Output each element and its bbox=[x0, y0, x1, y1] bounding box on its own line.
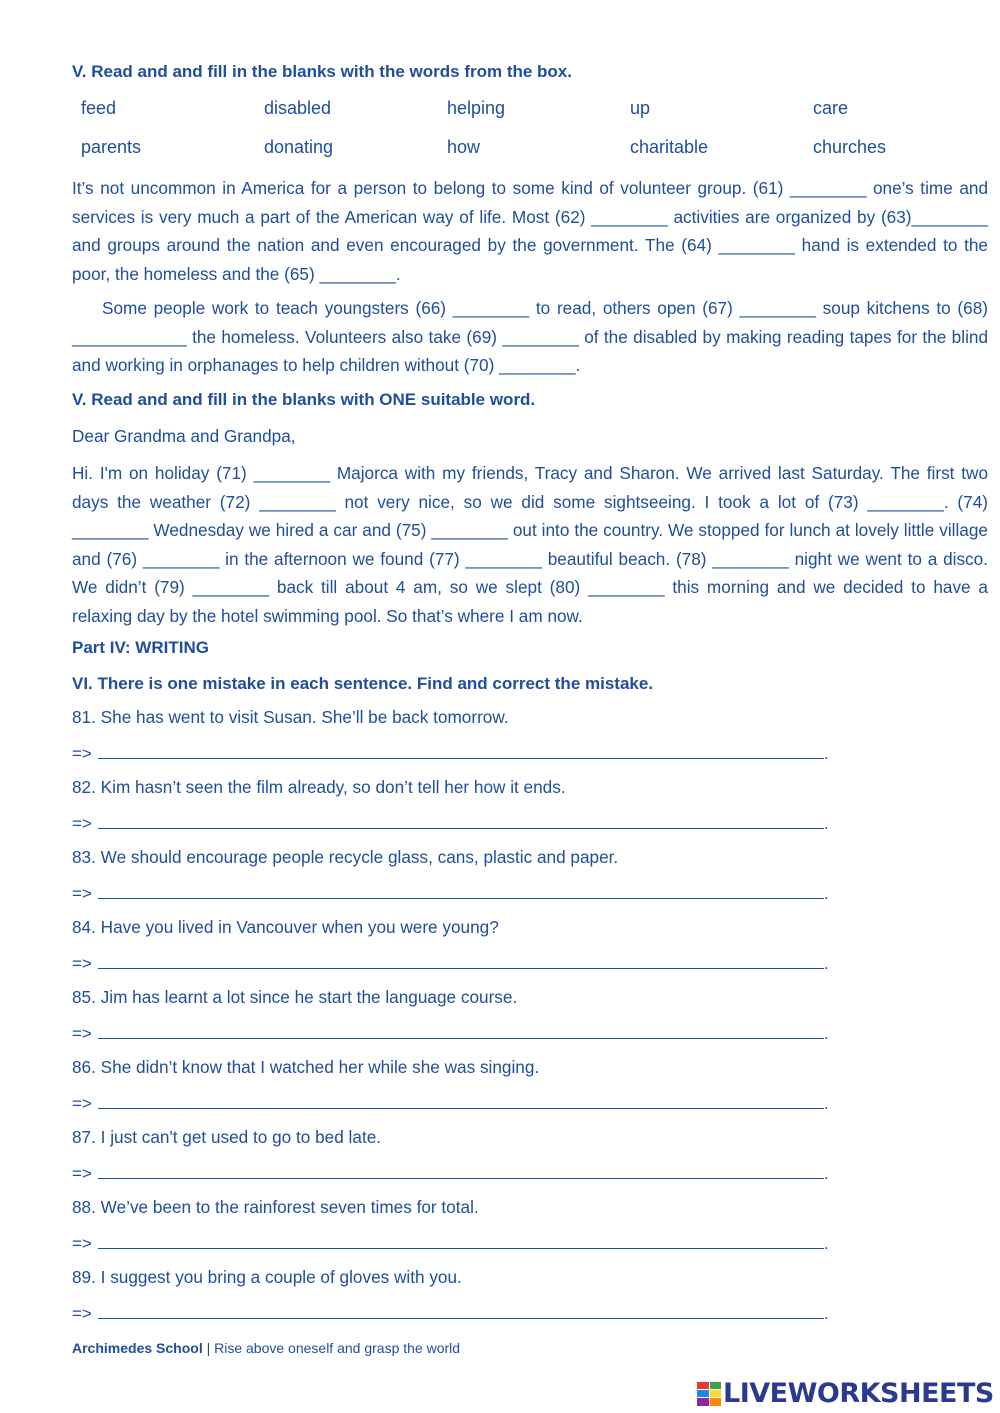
section-vi-heading: VI. There is one mistake in each sentence. Find and correct the mistake. bbox=[72, 674, 654, 693]
logo-square bbox=[710, 1398, 722, 1405]
question-81: 81. She has went to visit Susan. She’ll be back tomorrow. bbox=[72, 707, 509, 727]
answer-line-87[interactable] bbox=[72, 1164, 829, 1184]
logo-square bbox=[697, 1390, 709, 1397]
footer-separator: | bbox=[202, 1340, 215, 1356]
word-row-1 bbox=[72, 98, 988, 137]
logo-square bbox=[697, 1382, 709, 1389]
question-86: 86. She didn’t know that I watched her while she was singing. bbox=[72, 1057, 540, 1077]
answer-blank[interactable] bbox=[98, 954, 824, 969]
answer-end-mark: . bbox=[823, 814, 829, 833]
answer-end-mark: . bbox=[823, 744, 829, 763]
cloze-paragraph-1: It’s not uncommon in America for a person to belong to some kind of volunteer group. (61) ________ one’s time and services is very much a part of the American way of life. Most (62) ________ activities are organized by (63)________ and groups around the nation and even encouraged by the government. The (64) ________ hand is extended to the poor, the homeless and the (65) ________. bbox=[72, 178, 988, 284]
answer-blank[interactable] bbox=[98, 1094, 824, 1109]
answer-arrow: => bbox=[72, 1094, 92, 1113]
question-83: 83. We should encourage people recycle glass, cans, plastic and paper. bbox=[72, 847, 619, 867]
part-iv-heading: Part IV: WRITING bbox=[72, 638, 209, 657]
answer-end-mark: . bbox=[823, 1164, 829, 1183]
word-box-item: up bbox=[630, 98, 651, 118]
question-88: 88. We’ve been to the rainforest seven times for total. bbox=[72, 1197, 479, 1217]
answer-blank[interactable] bbox=[98, 884, 824, 899]
answer-arrow: => bbox=[72, 1164, 92, 1183]
word-box-item: how bbox=[447, 137, 481, 157]
letter-body: Hi. I'm on holiday (71) ________ Majorca with my friends, Tracy and Sharon. We arrived last Saturday. The first two days the weather (72) ________ not very nice, so we did some sightseeing. I took a lot of (73) ________. (74) ________ Wednesday we hired a car and (75) ________ out into the country. We stopped for lunch at lovely little village and (76) ________ in the afternoon we found (77) ________ beautiful beach. (78) ________ night we went to a disco. We didn’t (79) ________ back till about 4 am, so we slept (80) ________ this morning and we decided to have a relaxing day by the hotel swimming pool. So that’s where I am now. bbox=[72, 463, 988, 626]
question-89: 89. I suggest you bring a couple of gloves with you. bbox=[72, 1267, 462, 1287]
question-87: 87. I just can't get used to go to bed late. bbox=[72, 1127, 382, 1147]
answer-line-86[interactable] bbox=[72, 1094, 829, 1114]
logo-icon bbox=[697, 1382, 721, 1406]
footer-school-name: Archimedes School bbox=[72, 1340, 203, 1356]
answer-end-mark: . bbox=[823, 1234, 829, 1253]
page-footer bbox=[72, 1340, 460, 1356]
word-box-item: disabled bbox=[264, 98, 332, 118]
word-box-item: charitable bbox=[630, 137, 709, 157]
word-box-item: care bbox=[813, 98, 849, 118]
section-v-b-heading: V. Read and and fill in the blanks with ONE suitable word. bbox=[72, 390, 536, 409]
answer-arrow: => bbox=[72, 1024, 92, 1043]
question-82: 82. Kim hasn’t seen the film already, so don’t tell her how it ends. bbox=[72, 777, 566, 797]
answer-blank[interactable] bbox=[98, 814, 824, 829]
letter-greeting: Dear Grandma and Grandpa, bbox=[72, 426, 296, 446]
word-box-item: donating bbox=[264, 137, 334, 157]
word-box-item: helping bbox=[447, 98, 506, 118]
word-row-2 bbox=[72, 137, 988, 176]
answer-arrow: => bbox=[72, 1234, 92, 1253]
answer-blank[interactable] bbox=[98, 1304, 824, 1319]
answer-arrow: => bbox=[72, 884, 92, 903]
word-box-item: feed bbox=[81, 98, 117, 118]
answer-blank[interactable] bbox=[98, 1234, 824, 1249]
answer-arrow: => bbox=[72, 814, 92, 833]
answer-end-mark: . bbox=[823, 1304, 829, 1323]
answer-arrow: => bbox=[72, 954, 92, 973]
answer-line-82[interactable] bbox=[72, 814, 829, 834]
answer-blank[interactable] bbox=[98, 744, 824, 759]
answer-end-mark: . bbox=[823, 954, 829, 973]
answer-line-83[interactable] bbox=[72, 884, 829, 904]
answer-line-88[interactable] bbox=[72, 1234, 829, 1254]
answer-line-84[interactable] bbox=[72, 954, 829, 974]
question-85: 85. Jim has learnt a lot since he start the language course. bbox=[72, 987, 518, 1007]
answer-blank[interactable] bbox=[98, 1024, 824, 1039]
answer-end-mark: . bbox=[823, 1024, 829, 1043]
answer-line-89[interactable] bbox=[72, 1304, 829, 1324]
section-v-a-heading: V. Read and and fill in the blanks with the words from the box. bbox=[72, 62, 572, 81]
answer-end-mark: . bbox=[823, 884, 829, 903]
word-box-item: churches bbox=[813, 137, 887, 157]
answer-arrow: => bbox=[72, 1304, 92, 1323]
word-box-item: parents bbox=[81, 137, 142, 157]
answer-arrow: => bbox=[72, 744, 92, 763]
answer-end-mark: . bbox=[823, 1094, 829, 1113]
cloze-paragraph-2: Some people work to teach youngsters (66) ________ to read, others open (67) ________ soup kitchens to (68) ____________ the homeless. Volunteers also take (69) ________ of the disabled by making reading tapes for the blind and working in orphanages to help children without (70) ________. bbox=[72, 298, 988, 375]
answer-blank[interactable] bbox=[98, 1164, 824, 1179]
word-box bbox=[72, 98, 988, 176]
answer-line-85[interactable] bbox=[72, 1024, 829, 1044]
question-84: 84. Have you lived in Vancouver when you were young? bbox=[72, 917, 499, 937]
logo-square bbox=[697, 1398, 709, 1405]
logo-text: LIVEWORKSHEETS bbox=[723, 1378, 994, 1409]
logo-square bbox=[710, 1390, 722, 1397]
liveworksheets-logo[interactable] bbox=[697, 1378, 994, 1409]
logo-square bbox=[710, 1382, 722, 1389]
answer-line-81[interactable] bbox=[72, 744, 829, 764]
footer-motto: Rise above oneself and grasp the world bbox=[214, 1340, 461, 1356]
